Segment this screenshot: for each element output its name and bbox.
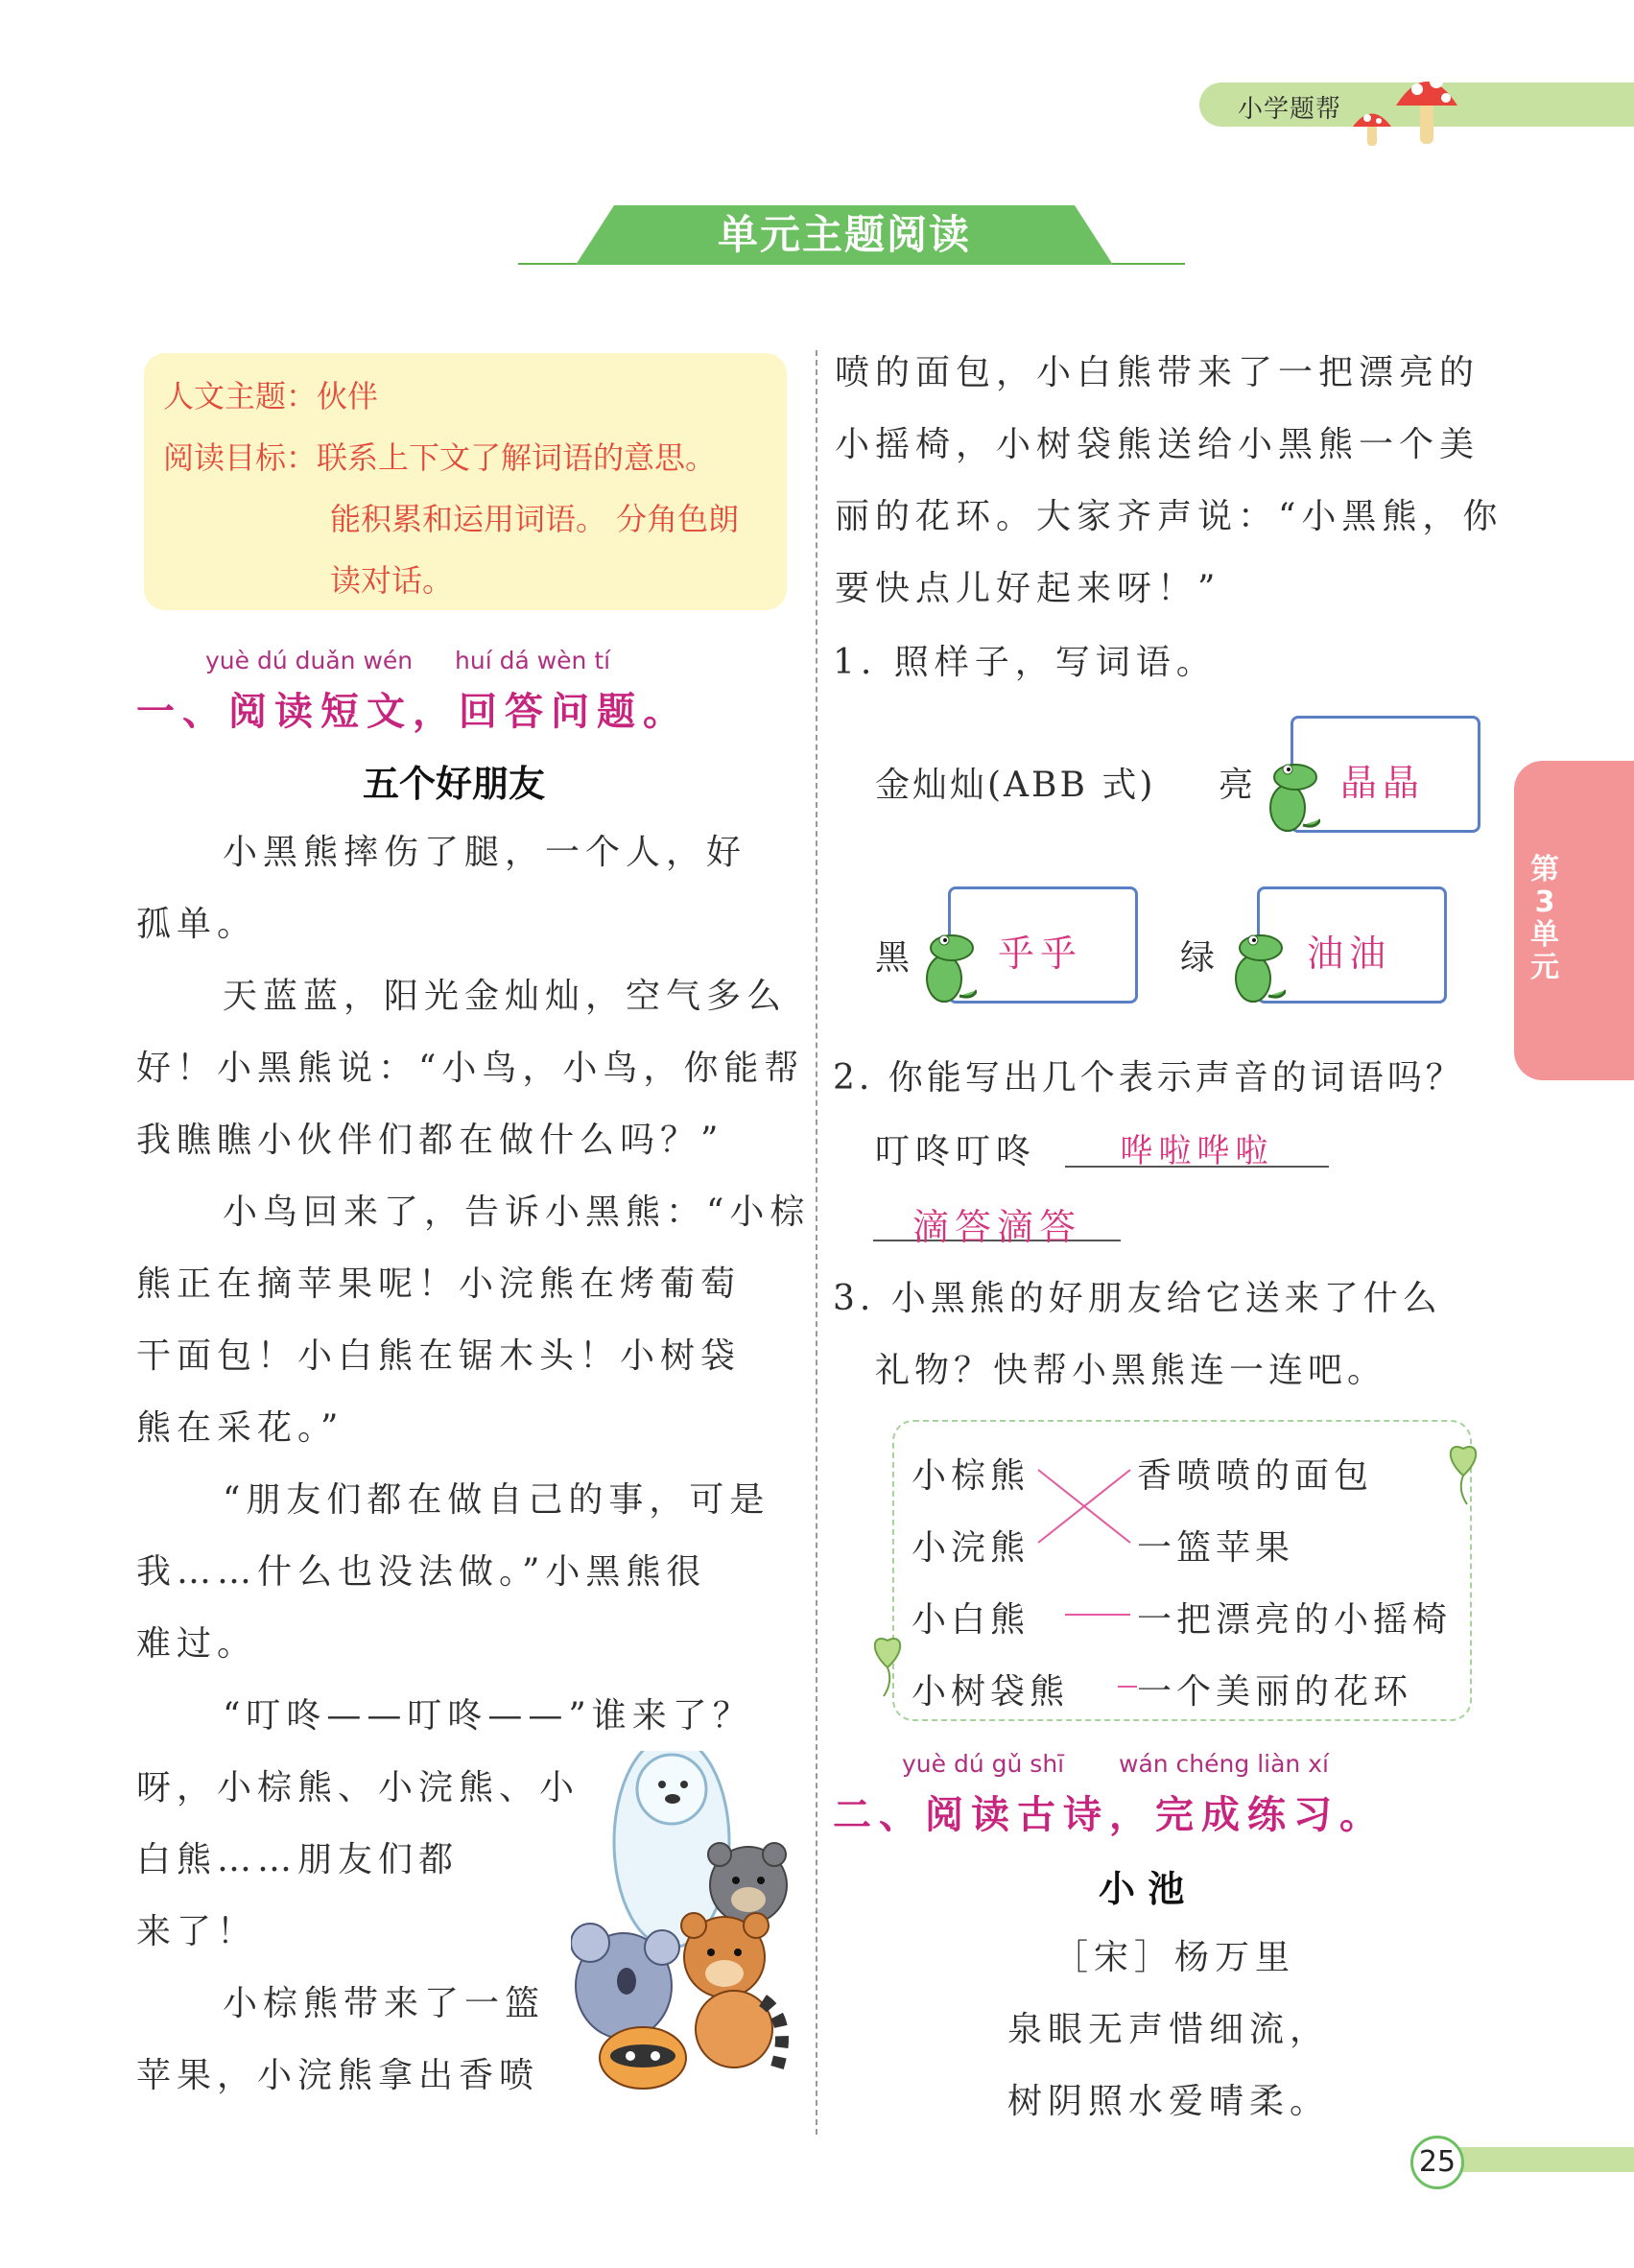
animal-friends-illustration — [571, 1751, 801, 2096]
pinyin-yuedu-duanwen: yuè dú duǎn wén — [205, 647, 414, 674]
story-line: 白熊……朋友们都 — [136, 1840, 460, 1879]
story-line: 熊在采花。” — [136, 1408, 344, 1448]
crocodile-icon — [912, 929, 977, 1005]
section2-heading: 二、阅读古诗，完成练习。 — [833, 1792, 1385, 1837]
answer-huhu: 乎乎 — [997, 933, 1082, 975]
story-line: 呀，小棕熊、小浣熊、小 — [136, 1768, 580, 1807]
poem-author: ［宋］杨万里 — [1054, 1938, 1296, 1977]
q2-answer-1: 哗啦哗啦 — [1120, 1132, 1274, 1170]
story-line-right: 丽的花环。大家齐声说：“小黑熊，你 — [835, 497, 1504, 536]
story-line-right: 要快点儿好起来呀！” — [835, 569, 1221, 608]
pinyin-yuedu-gushi: yuè dú gǔ shī — [902, 1750, 1065, 1778]
goal-line-2: 能积累和运用词语。 分角色朗 — [330, 501, 740, 537]
answer-youyou: 油油 — [1306, 933, 1391, 975]
q1-example: 金灿灿(ABB 式) — [875, 766, 1156, 805]
q3-prompt-line1: 3. 小黑熊的好朋友给它送来了什么 — [833, 1279, 1442, 1318]
goal-line-1: 阅读目标：联系上下文了解词语的意思。 — [163, 439, 717, 476]
story-line: 难过。 — [136, 1624, 258, 1664]
match-left-item[interactable]: 小树袋熊 — [912, 1672, 1070, 1712]
q2-answer-2: 滴答滴答 — [912, 1206, 1081, 1248]
match-right-item[interactable]: 香喷喷的面包 — [1137, 1456, 1374, 1496]
story-line: 天蓝蓝，阳光金灿灿，空气多么 — [223, 977, 788, 1016]
match-right-item[interactable]: 一把漂亮的小摇椅 — [1137, 1600, 1453, 1640]
theme-line: 人文主题：伙伴 — [163, 378, 379, 414]
crocodile-icon — [1255, 758, 1320, 835]
brand-label: 小学题帮 — [1238, 95, 1342, 124]
story-line: 我瞧瞧小伙伴们都在做什么吗？” — [136, 1121, 724, 1160]
q3-prompt-line2: 礼物？快帮小黑熊连一连吧。 — [875, 1351, 1387, 1390]
q1-prompt: 1. 照样子，写词语。 — [833, 643, 1217, 682]
crocodile-icon — [1220, 929, 1286, 1005]
story-line: 小鸟回来了，告诉小黑熊：“小棕 — [223, 1193, 811, 1232]
match-left-item[interactable]: 小浣熊 — [912, 1528, 1030, 1568]
poem-title: 小 池 — [1099, 1867, 1185, 1910]
answer-jingjing: 晶晶 — [1339, 762, 1425, 804]
unit-tab-label: 第3单元 — [1530, 853, 1559, 984]
q2-prompt: 2. 你能写出几个表示声音的词语吗？ — [833, 1058, 1464, 1098]
poem-line-1: 泉眼无声惜细流， — [1007, 2010, 1331, 2049]
story-line: 熊正在摘苹果呢！小浣熊在烤葡萄 — [136, 1264, 742, 1304]
story-line: 孤单。 — [136, 905, 258, 944]
mushroom-icon — [1348, 58, 1463, 149]
match-left-item[interactable]: 小棕熊 — [912, 1456, 1030, 1496]
story-line: 苹果，小浣熊拿出香喷 — [136, 2056, 540, 2095]
story-title: 五个好朋友 — [363, 762, 546, 805]
q1-char-lv: 绿 — [1180, 938, 1221, 978]
story-line: “朋友们都在做自己的事，可是 — [223, 1480, 770, 1520]
match-left-item[interactable]: 小白熊 — [912, 1600, 1030, 1640]
story-line: 来了！ — [136, 1912, 258, 1951]
story-line: “叮咚——叮咚——”谁来了？ — [223, 1696, 753, 1736]
story-line-right: 喷的面包，小白熊带来了一把漂亮的 — [835, 353, 1480, 392]
banner-title: 单元主题阅读 — [717, 211, 971, 258]
balloon-icon — [1439, 1439, 1487, 1516]
page-number: 25 — [1410, 2136, 1464, 2189]
q1-char-liang: 亮 — [1219, 766, 1260, 805]
q1-char-hei: 黑 — [875, 938, 916, 978]
goal-line-3: 读对话。 — [330, 562, 454, 599]
match-right-item[interactable]: 一篮苹果 — [1137, 1528, 1295, 1568]
story-line: 我……什么也没法做。”小黑熊很 — [136, 1552, 707, 1592]
story-line: 好！小黑熊说：“小鸟，小鸟，你能帮 — [136, 1049, 805, 1088]
pinyin-wancheng-lianxi: wán chéng liàn xí — [1119, 1750, 1329, 1778]
balloon-icon — [864, 1631, 912, 1708]
column-divider — [816, 350, 817, 2135]
matching-lines — [1036, 1458, 1142, 1698]
story-line: 小黑熊摔伤了腿，一个人，好 — [223, 833, 747, 872]
poem-line-2: 树阴照水爱晴柔。 — [1007, 2082, 1331, 2121]
story-line-right: 小摇椅，小树袋熊送给小黑熊一个美 — [835, 425, 1480, 464]
match-right-item[interactable]: 一个美丽的花环 — [1137, 1672, 1413, 1712]
q2-example: 叮咚叮咚 — [875, 1132, 1037, 1171]
section1-heading: 一、阅读短文，回答问题。 — [136, 689, 689, 734]
story-line: 小棕熊带来了一篮 — [223, 1984, 546, 2023]
story-line: 干面包！小白熊在锯木头！小树袋 — [136, 1336, 742, 1376]
pinyin-huida-wenti: huí dá wèn tí — [455, 647, 611, 674]
